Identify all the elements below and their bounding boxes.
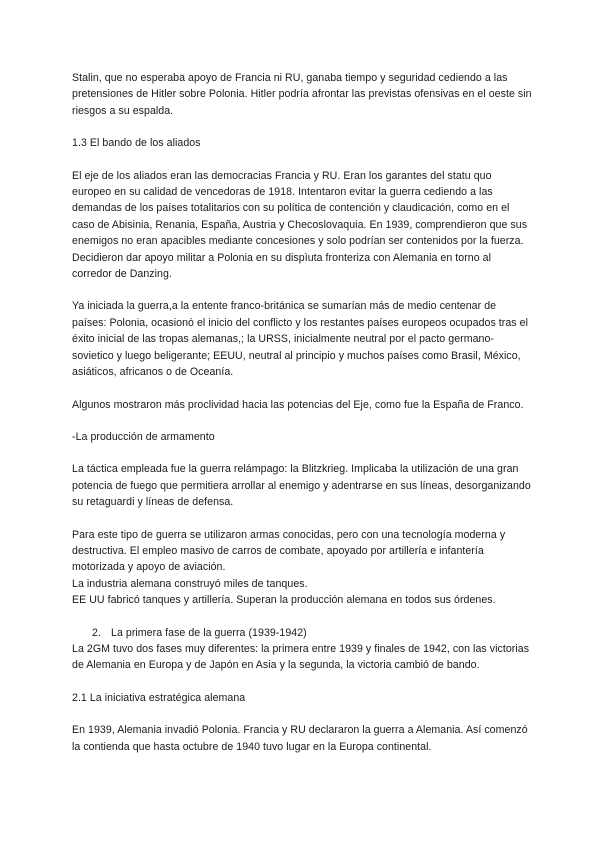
paragraph-blitzkrieg: La táctica empleada fue la guerra relámpago: la Blitzkrieg. Implicaba la utilización de una gran potencia de fuego que permitiera arrollar al enemigo y adentrarse en sus líneas, desorganizando su retaguardi y líneas de defensa. <box>72 463 531 509</box>
section-heading-iniciativa: 2.1 La iniciativa estratégica alemana <box>72 691 246 704</box>
paragraph-eeuu-produccion: EE UU fabricó tanques y artillería. Superan la producción alemana en todos sus órdenes. <box>72 594 496 607</box>
paragraph-dos-fases: La 2GM tuvo dos fases muy diferentes: la primera entre 1939 y finales de 1942, con las victorias de Alemania en Europa y de Japón en Asia y la segunda, la victoria cambió de bando. <box>72 642 530 672</box>
paragraph-invasion-polonia: En 1939, Alemania invadió Polonia. Francia y RU declararon la guerra a Alemania. Así comenzó la contienda que hasta octubre de 1940 tuvo lugar en la Europa continental. <box>72 724 528 753</box>
paragraph-stalin: Stalin, que no esperaba apoyo de Francia ni RU, ganaba tiempo y seguridad cediendo a las pretensiones de Hitler sobre Polonia. Hitler podría afrontar las previstas ofensivas en el oeste sin riesgos a su espalda. <box>72 72 532 117</box>
paragraph-entente: Ya iniciada la guerra,a la entente franco-británica se sumarían más de medio centenar de países: Polonia, ocasionó el inicio del conflicto y los restantes países europeos ocupados tras el éxito inicial de las tropas alemanas,; la URSS, inicialmente neutral por el pacto germano-sovietico y luego beligerante; EEUU, neutral al principio y muchos países como Brasil, México, asiáticos, africanos o de Oceanía. <box>72 300 528 379</box>
list-number: 2. <box>92 626 101 639</box>
section-heading-aliados: 1.3 El bando de los aliados <box>72 137 201 150</box>
paragraph-polonia-apoyo: Decidieron dar apoyo militar a Polonia en su dispìuta fronteriza con Alemania en torno al corredor de Danzing. <box>72 251 492 281</box>
list-heading-text: La primera fase de la guerra (1939-1942) <box>111 626 307 639</box>
paragraph-eje-aliados: El eje de los aliados eran las democracias Francia y RU. Eran los garantes del statu quo europeo en su calidad de vencedoras de 1918. Intentaron evitar la guerra cediendo a las demandas de los países totalitarios con su política de contención y claudicación, como en el caso de Abisinia, Renania, España, Austria y Checoslovaquia. En 1939, comprendieron que sus enemigos no eran apacibles mediante concesiones y solo podrían ser contenidos por la fuerza. <box>72 169 528 248</box>
paragraph-industria-alemana: La industria alemana construyó miles de tanques. <box>72 577 308 590</box>
section-heading-armamento: -La producción de armamento <box>72 430 215 443</box>
paragraph-proclividad-eje: Algunos mostraron más proclividad hacia las potencias del Eje, como fue la España de Franco. <box>72 398 524 411</box>
section-heading-primera-fase <box>72 625 532 641</box>
paragraph-armas: Para este tipo de guerra se utilizaron armas conocidas, pero con una tecnología moderna y destructiva. El empleo masivo de carros de combate, apoyado por artillería e infantería motorizada y apoyo de aviación. <box>72 528 506 574</box>
